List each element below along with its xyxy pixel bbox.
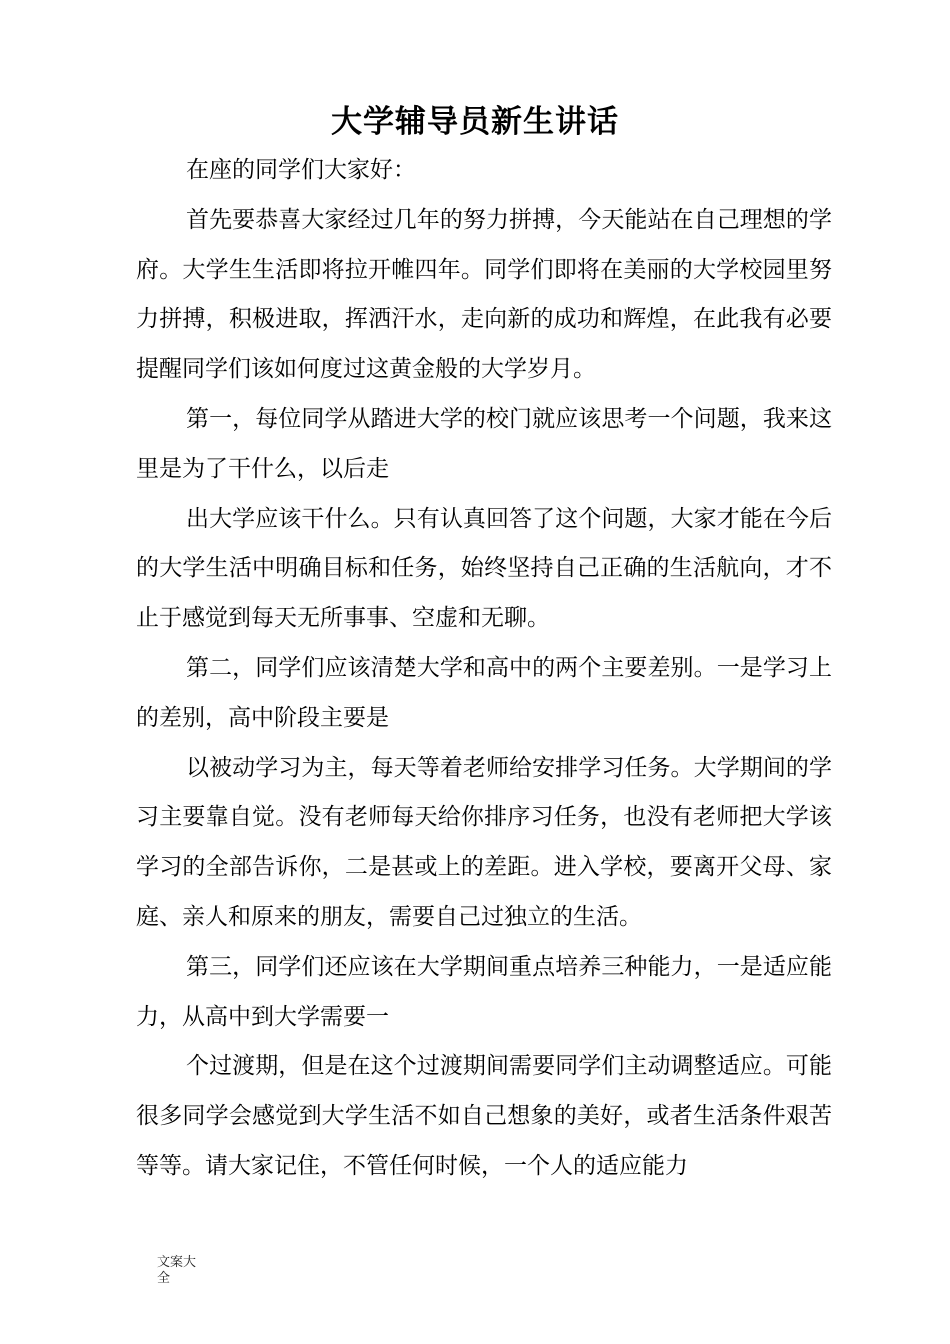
- paragraph-third-point: 第三，同学们还应该在大学期间重点培养三种能力，一是适应能力，从高中到大学需要一: [136, 953, 832, 1030]
- document-body: [136, 146, 832, 1192]
- paragraph-second-point-continued: 以被动学习为主，每天等着老师给安排学习任务。大学期间的学习主要靠自觉。没有老师每天给你排序习任务，也没有老师把大学该学习的全部告诉你，二是甚或上的差距。进入学校，要离开父母、家庭、亲人和原来的朋友，需要自己过独立的生活。: [136, 754, 832, 930]
- document-title: 大学辅导员新生讲话: [331, 104, 619, 140]
- paragraph-third-point-continued: 个过渡期，但是在这个过渡期间需要同学们主动调整适应。可能很多同学会感觉到大学生活不如自己想象的美好，或者生活条件艰苦等等。请大家记住，不管任何时候，一个人的适应能力: [136, 1053, 832, 1179]
- paragraph-greeting: 在座的同学们大家好：: [186, 157, 416, 183]
- paragraph-first-point-continued: 出大学应该干什么。只有认真回答了这个问题，大家才能在今后的大学生活中明确目标和任务，始终坚持自己正确的生活航向，才不止于感觉到每天无所事事、空虚和无聊。: [136, 505, 832, 632]
- paragraph-congratulations: 首先要恭喜大家经过几年的努力拼搏，今天能站在自己理想的学府。大学生生活即将拉开帷四年。同学们即将在美丽的大学校园里努力拼搏，积极进取，挥洒汗水，走向新的成功和辉煌，在此我有必要提醒同学们该如何度过这黄金般的大学岁月。: [136, 206, 832, 383]
- paragraph-first-point: 第一，每位同学从踏进大学的校门就应该思考一个问题，我来这里是为了干什么，以后走: [136, 405, 832, 482]
- footer-label: 文案大全: [157, 1255, 197, 1286]
- paragraph-second-point: 第二，同学们应该清楚大学和高中的两个主要差别。一是学习上的差别，高中阶段主要是: [136, 654, 832, 731]
